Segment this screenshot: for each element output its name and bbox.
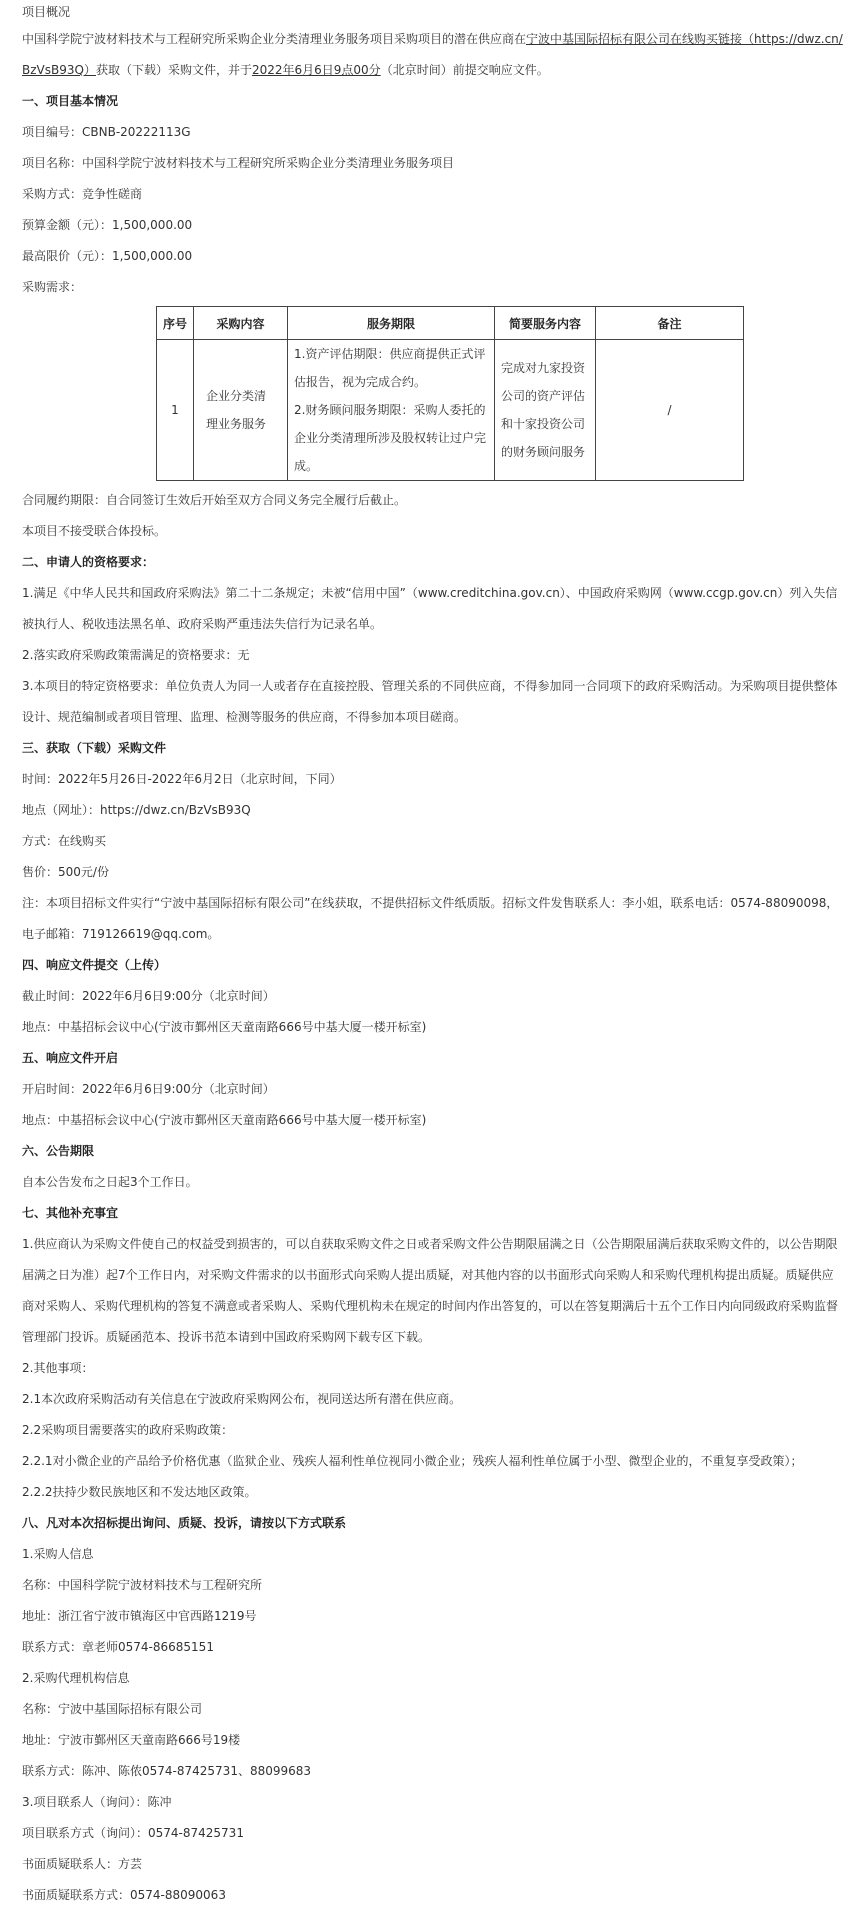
obtain-time: 时间：2022年5月26日-2022年6月2日（北京时间，下同） — [22, 772, 342, 786]
buyer-contact: 联系方式：章老师0574-86685151 — [22, 1640, 214, 1654]
document-price: 售价：500元/份 — [22, 865, 109, 879]
agency-info-label: 2.采购代理机构信息 — [22, 1671, 130, 1685]
open-location: 地点：中基招标会议中心(宁波市鄞州区天童南路666号中基大厦一楼开标室) — [22, 1113, 427, 1127]
overview-heading: 项目概况 — [22, 5, 71, 19]
buyer-address: 地址：浙江省宁波市镇海区中官西路1219号 — [22, 1609, 257, 1623]
obtain-address: 地点（网址）：https://dwz.cn/BzVsB93Q — [22, 803, 251, 817]
table-row — [157, 340, 744, 481]
supplement-item-2-2-1: 2.2.1对小微企业的产品给予价格优惠（监狱企业、残疾人福利性单位视同小微企业；残疾人福利性单位属于小型、微型企业的，不重复享受政策）； — [22, 1454, 803, 1468]
agency-name: 名称：宁波中基国际招标有限公司 — [22, 1702, 203, 1716]
max-price: 最高限价（元）：1,500,000.00 — [22, 249, 193, 263]
cell-no: 1 — [157, 340, 194, 481]
buyer-info-label: 1.采购人信息 — [22, 1547, 94, 1561]
cell-content: 企业分类清理业务服务 — [194, 340, 288, 481]
supplement-item-1: 1.供应商认为采购文件使自己的权益受到损害的，可以自获取采购文件之日或者采购文件公告期限届满之日（公告期限届满后获取采购文件的，以公告期限届满之日为准）起7个工作日内，对采购文件需求的以书面形式向采购人提出质疑，对其他内容的以书面形式向采购人和采购代理机构提出质疑。质疑供应商对采购人、采购代理机构的答复不满意或者采购人、采购代理机构未在规定的时间内作出答复的，可以在答复期满后十五个工作日内向同级政府采购监督管理部门投诉。质疑函范本、投诉书范本请到中国政府采购网下载专区下载。 — [22, 1237, 839, 1344]
section5-heading: 五、响应文件开启 — [22, 1051, 119, 1065]
section1-heading: 一、项目基本情况 — [22, 94, 119, 108]
qualification-item-1: 1.满足《中华人民共和国政府采购法》第二十二条规定；未被“信用中国”（www.creditchina.gov.cn）、中国政府采购网（www.ccgp.gov.cn）列入失信被执行人、税收违法黑名单、政府采购严重违法失信行为记录名单。 — [22, 586, 838, 631]
deadline-text: 2022年6月6日9点00分 — [251, 63, 381, 77]
cell-brief: 完成对九家投资公司的资产评估和十家投资公司的财务顾问服务 — [495, 340, 596, 481]
agency-contact: 联系方式：陈冲、陈侬0574-87425731、88099683 — [22, 1764, 312, 1778]
project-number: 项目编号：CBNB-20222113G — [22, 125, 191, 139]
section2-heading: 二、申请人的资格要求： — [22, 555, 155, 569]
requirements-table — [156, 306, 744, 481]
project-contact-phone: 项目联系方式（询问）：0574-87425731 — [22, 1826, 244, 1840]
project-name: 项目名称：中国科学院宁波材料技术与工程研究所采购企业分类清理业务服务项目 — [22, 156, 455, 170]
supplement-item-2-1: 2.1本次政府采购活动有关信息在宁波政府采购网公布，视同送达所有潜在供应商。 — [22, 1392, 462, 1406]
objection-phone: 书面质疑联系方式：0574-88090063 — [22, 1888, 226, 1902]
qualification-item-2: 2.落实政府采购政策需满足的资格要求：无 — [22, 648, 250, 662]
supplement-item-2-2: 2.2采购项目需要落实的政府采购政策： — [22, 1423, 234, 1437]
objection-contact: 书面质疑联系人：方芸 — [22, 1857, 143, 1871]
col-header-period: 服务期限 — [288, 307, 495, 340]
col-header-content: 采购内容 — [194, 307, 288, 340]
cell-remark: / — [596, 340, 744, 481]
project-contact: 3.项目联系人（询问）：陈冲 — [22, 1795, 172, 1809]
announcement-period: 自本公告发布之日起3个工作日。 — [22, 1175, 198, 1189]
period-item-2: 2.财务顾问服务期限：采购人委托的企业分类清理所涉及股权转让过户完成。 — [294, 403, 487, 473]
section3-heading: 三、获取（下载）采购文件 — [22, 741, 167, 755]
col-header-brief: 简要服务内容 — [495, 307, 596, 340]
purchase-link[interactable]: 宁波中基国际招标有限公司在线购买链接（https://dwz.cn/BzVsB93Q） — [22, 32, 843, 77]
intro-text-post: （北京时间）前提交响应文件。 — [380, 63, 549, 77]
qualification-item-3: 3.本项目的特定资格要求：单位负责人为同一人或者存在直接控股、管理关系的不同供应商，不得参加同一合同项下的政府采购活动。为采购项目提供整体设计、规范编制或者项目管理、监理、检测等服务的供应商，不得参加本项目磋商。 — [22, 679, 838, 724]
obtain-note: 注：本项目招标文件实行“宁波中基国际招标有限公司”在线获取，不提供招标文件纸质版。招标文件发售联系人：李小姐，联系电话：0574-88090098，电子邮箱：719126619@qq.com。 — [22, 896, 839, 941]
intro-text-pre: 中国科学院宁波材料技术与工程研究所采购企业分类清理业务服务项目采购项目的潜在供应商在 — [22, 32, 527, 46]
consortium-note: 本项目不接受联合体投标。 — [22, 524, 167, 538]
col-header-remark: 备注 — [596, 307, 744, 340]
requirements-label: 采购需求： — [22, 280, 83, 294]
budget-amount: 预算金额（元）：1,500,000.00 — [22, 218, 193, 232]
open-time: 开启时间：2022年6月6日9:00分（北京时间） — [22, 1082, 275, 1096]
col-header-no: 序号 — [157, 307, 194, 340]
overview-intro — [22, 24, 845, 86]
table-header-row — [157, 307, 744, 340]
procurement-method: 采购方式：竞争性磋商 — [22, 187, 143, 201]
period-item-1: 1.资产评估期限：供应商提供正式评估报告，视为完成合约。 — [294, 347, 486, 389]
buyer-name: 名称：中国科学院宁波材料技术与工程研究所 — [22, 1578, 263, 1592]
section7-heading: 七、其他补充事宜 — [22, 1206, 119, 1220]
intro-text-mid: 获取（下载）采购文件，并于 — [95, 63, 252, 77]
contract-period: 合同履约期限：自合同签订生效后开始至双方合同义务完全履行后截止。 — [22, 493, 407, 507]
section8-heading: 八、凡对本次招标提出询问、质疑、投诉，请按以下方式联系 — [22, 1516, 347, 1530]
supplement-item-2-2-2: 2.2.2扶持少数民族地区和不发达地区政策。 — [22, 1485, 257, 1499]
obtain-method: 方式：在线购买 — [22, 834, 107, 848]
cell-period — [288, 340, 495, 481]
section6-heading: 六、公告期限 — [22, 1144, 95, 1158]
submit-location: 地点：中基招标会议中心(宁波市鄞州区天童南路666号中基大厦一楼开标室) — [22, 1020, 427, 1034]
section4-heading: 四、响应文件提交（上传） — [22, 958, 167, 972]
agency-address: 地址：宁波市鄞州区天童南路666号19楼 — [22, 1733, 241, 1747]
supplement-item-2: 2.其他事项： — [22, 1361, 94, 1375]
submit-deadline: 截止时间：2022年6月6日9:00分（北京时间） — [22, 989, 275, 1003]
